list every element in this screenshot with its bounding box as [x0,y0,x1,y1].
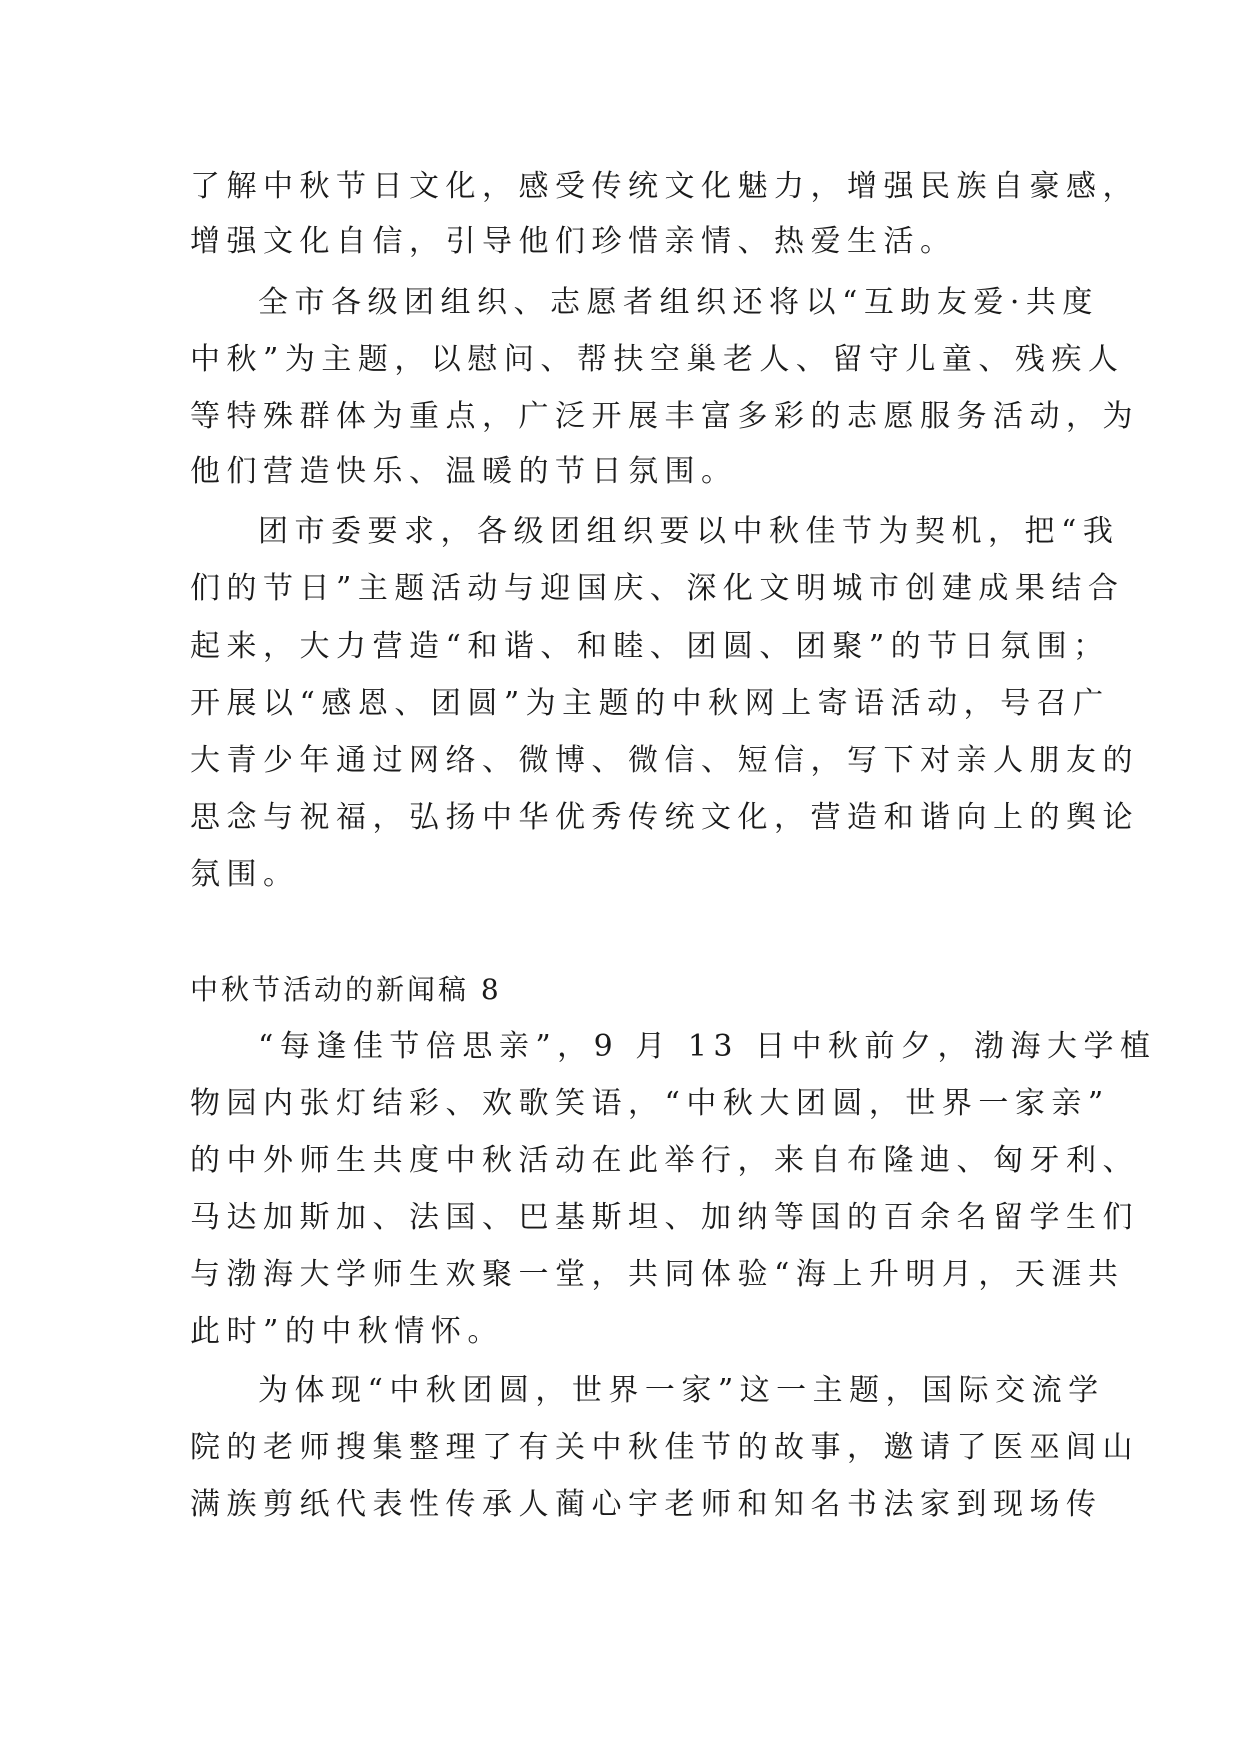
paragraph-line: 大青少年通过网络、微博、微信、短信，写下对亲人朋友的 [190,743,1139,778]
paragraph-line: 思念与祝福，弘扬中华优秀传统文化，营造和谐向上的舆论 [190,800,1139,835]
paragraph-line: 全市各级团组织、志愿者组织还将以“互助友爱·共度 [258,285,1099,320]
paragraph-line: 中秋”为主题，以慰问、帮扶空巢老人、留守儿童、残疾人 [190,342,1125,377]
paragraph-line: 起来，大力营造“和谐、和睦、团圆、团聚”的节日氛围； [190,629,1110,664]
paragraph-line: 满族剪纸代表性传承人蔺心宇老师和知名书法家到现场传 [190,1487,1103,1522]
paragraph-line: 与渤海大学师生欢聚一堂，共同体验“海上升明月，天涯共 [190,1257,1125,1292]
paragraph-line: 的中外师生共度中秋活动在此举行，来自布隆迪、匈牙利、 [190,1143,1139,1178]
paragraph-line: 院的老师搜集整理了有关中秋佳节的故事，邀请了医巫闾山 [190,1430,1139,1465]
document-body [190,0,1157,1754]
paragraph-line: 们的节日”主题活动与迎国庆、深化文明城市创建成果结合 [190,571,1125,606]
section-heading: 中秋节活动的新闻稿 8 [190,973,502,1006]
paragraph-line: 等特殊群体为重点，广泛开展丰富多彩的志愿服务活动，为 [190,399,1139,434]
paragraph-line: 为体现“中秋团圆，世界一家”这一主题，国际交流学 [258,1373,1105,1408]
paragraph-line: 马达加斯加、法国、巴基斯坦、加纳等国的百余名留学生们 [190,1200,1139,1235]
paragraph-line: 物园内张灯结彩、欢歌笑语，“中秋大团圆，世界一家亲” [190,1086,1110,1121]
paragraph-line: 了解中秋节日文化，感受传统文化魅力，增强民族自豪感， [190,169,1139,204]
paragraph-line: 增强文化自信，引导他们珍惜亲情、热爱生活。 [190,224,957,259]
paragraph-line: 此时”的中秋情怀。 [190,1314,504,1349]
paragraph-line: “每逢佳节倍思亲”，9 月 13 日中秋前夕，渤海大学植 [258,1029,1157,1064]
paragraph-line: 氛围。 [190,857,300,892]
paragraph-line: 他们营造快乐、温暖的节日氛围。 [190,454,738,489]
paragraph-line: 开展以“感恩、团圆”为主题的中秋网上寄语活动，号召广 [190,686,1110,721]
paragraph-line: 团市委要求，各级团组织要以中秋佳节为契机，把“我 [258,514,1120,549]
